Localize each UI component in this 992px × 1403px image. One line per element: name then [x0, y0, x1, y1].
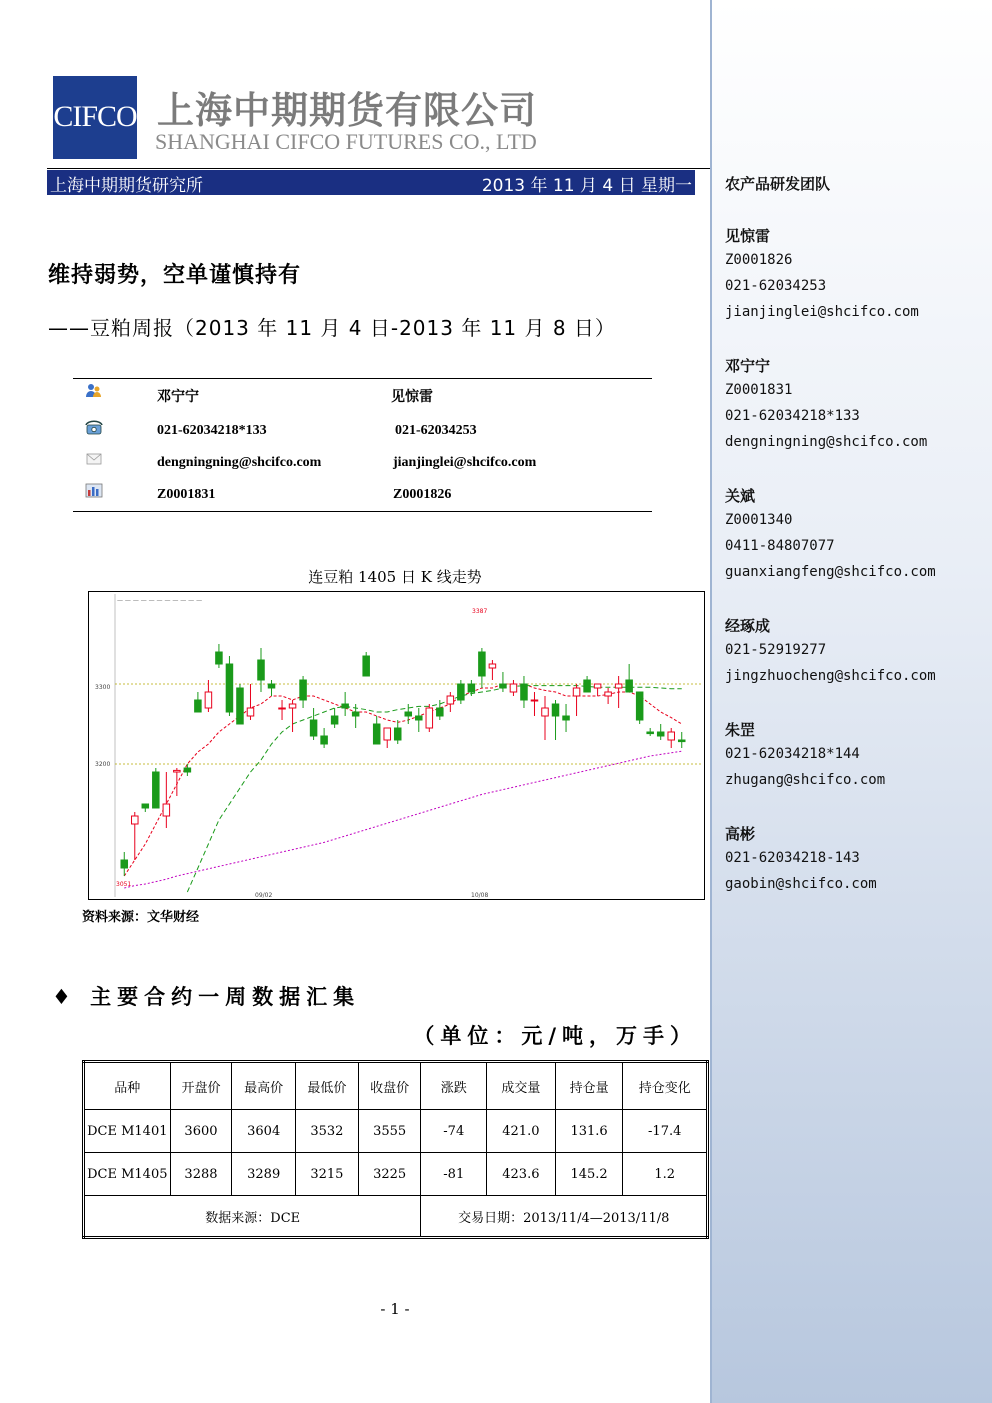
- header-date: 2013 年 11 月 4 日 星期一: [481, 176, 692, 196]
- candle-body: [458, 684, 465, 700]
- candle-body: [384, 728, 391, 740]
- candle-body: [563, 716, 570, 720]
- candle-body: [531, 700, 538, 701]
- candle-body: [573, 688, 580, 696]
- candle-body: [237, 688, 244, 724]
- candle-body: [626, 680, 633, 692]
- candle-body: [500, 684, 507, 688]
- sidebar-member-line: 021-62034253: [725, 278, 827, 294]
- table-header: 开盘价: [170, 1062, 232, 1110]
- sidebar-member-email[interactable]: zhugang@shcifco.com: [725, 772, 886, 788]
- weekly-data-table: [82, 1060, 709, 1239]
- candle-body: [647, 732, 654, 734]
- author1-cert: Z0001831: [157, 487, 216, 502]
- chart-icon: [85, 482, 103, 498]
- company-name-en: SHANGHAI CIFCO FUTURES CO., LTD: [155, 129, 537, 154]
- candle-body: [352, 712, 359, 716]
- top-label: 3387: [472, 608, 488, 615]
- candle-body: [605, 692, 612, 696]
- candle: [426, 704, 433, 732]
- table-header-row: [84, 1062, 708, 1110]
- candle-body: [479, 652, 486, 676]
- table-cell: DCE M1405: [84, 1153, 171, 1196]
- mail-icon: [85, 451, 103, 467]
- candle-body: [195, 700, 202, 712]
- candle-body: [279, 708, 286, 709]
- table-footer-date: 交易日期：2013/11/4—2013/11/8: [421, 1196, 708, 1238]
- candle-body: [489, 664, 496, 668]
- author2-name: 见惊雷: [391, 390, 433, 405]
- section-title-text: 主要合约一周数据汇集: [90, 985, 361, 1009]
- table-cell: -74: [421, 1110, 487, 1153]
- candle-body: [289, 704, 296, 708]
- author1-email[interactable]: dengningning@shcifco.com: [157, 455, 322, 470]
- candle-body: [678, 740, 685, 742]
- author2-phone: 021-62034253: [395, 423, 477, 438]
- header-bar: [47, 170, 695, 195]
- sidebar-member-email[interactable]: jingzhuocheng@shcifco.com: [725, 668, 936, 684]
- candle-body: [657, 732, 664, 736]
- candle-body: [331, 716, 338, 724]
- candle-body: [310, 720, 317, 736]
- sidebar-member-email[interactable]: guanxiangfeng@shcifco.com: [725, 564, 936, 580]
- candle-body: [594, 684, 601, 688]
- candle-body: [363, 656, 370, 676]
- legend-strip: — — — — — — — — — — —: [117, 597, 203, 604]
- sidebar-member-line: 021-62034218*133: [725, 408, 860, 424]
- table-header: 品种: [84, 1062, 171, 1110]
- candle: [153, 768, 160, 808]
- table-cell: 1.2: [623, 1153, 708, 1196]
- sidebar-member-name: 邓宁宁: [725, 357, 771, 375]
- candle: [226, 656, 233, 716]
- candle-body: [153, 772, 160, 808]
- page-number: - 1 -: [380, 1300, 410, 1318]
- author1-name: 邓宁宁: [157, 390, 199, 405]
- table-cell: 145.2: [555, 1153, 623, 1196]
- candle-body: [615, 684, 622, 688]
- sidebar-member-line: 0411-84807077: [725, 538, 835, 554]
- table-cell: 3288: [170, 1153, 232, 1196]
- candle-body: [552, 704, 559, 716]
- candle-body: [510, 684, 517, 692]
- sidebar-member-line: Z0001831: [725, 382, 793, 398]
- company-name-cn: 上海中期期货有限公司: [157, 89, 537, 132]
- candle-body: [142, 804, 149, 808]
- team-sidebar: [710, 0, 992, 1403]
- table-cell: DCE M1401: [84, 1110, 171, 1153]
- candle-body: [668, 732, 675, 740]
- candle-body: [121, 860, 128, 868]
- candle-body: [163, 804, 170, 816]
- table-header: 收盘价: [358, 1062, 421, 1110]
- candle-body: [342, 704, 349, 708]
- candle-body: [258, 660, 265, 680]
- diamond-bullet-icon: ♦: [52, 985, 91, 1009]
- report-subtitle: ——豆粕周报（2013 年 11 月 4 日-2013 年 11 月 8 日）: [48, 316, 616, 340]
- table-cell: 3532: [296, 1110, 359, 1153]
- candle-body: [584, 680, 591, 692]
- table-footer-source: 数据来源：DCE: [84, 1196, 421, 1238]
- candle-body: [447, 696, 454, 704]
- candle-body: [247, 708, 254, 716]
- candle-body: [132, 816, 139, 824]
- sidebar-member-name: 经琢成: [725, 617, 771, 635]
- candle-body: [416, 716, 423, 720]
- person-icon: [85, 382, 103, 398]
- chart-source: 资料来源：文华财经: [82, 910, 200, 925]
- unit-label: （单位：元/吨，万手）: [413, 1024, 697, 1048]
- table-cell: -81: [421, 1153, 487, 1196]
- author-rule-bottom: [73, 511, 652, 512]
- chart-caption: 连豆粕 1405 日 K 线走势: [308, 568, 482, 586]
- candle-body: [405, 712, 412, 716]
- author2-cert: Z0001826: [393, 487, 452, 502]
- sidebar-member-email[interactable]: gaobin@shcifco.com: [725, 876, 877, 892]
- candle: [237, 684, 244, 724]
- candle: [458, 680, 465, 704]
- table-header: 持仓量: [555, 1062, 623, 1110]
- candle-body: [468, 684, 475, 692]
- table-footer-row: [84, 1196, 708, 1238]
- candle-body: [542, 708, 549, 716]
- table-header: 成交量: [487, 1062, 556, 1110]
- author-rule-top: [73, 378, 652, 379]
- table-row: [84, 1110, 708, 1153]
- candle-body: [300, 680, 307, 700]
- candle-body: [184, 768, 191, 772]
- candle-body: [394, 728, 401, 740]
- table-cell: 423.6: [487, 1153, 556, 1196]
- kline-chart: [88, 591, 705, 900]
- table-cell: 421.0: [487, 1110, 556, 1153]
- sidebar-member-line: Z0001826: [725, 252, 793, 268]
- sidebar-member-name: 朱罡: [725, 721, 756, 739]
- kline-svg: [89, 592, 704, 899]
- candle-body: [373, 724, 380, 744]
- candle: [636, 692, 643, 724]
- table-cell: 3600: [170, 1110, 232, 1153]
- y-tick-3300: 3300: [95, 684, 111, 691]
- logo-mark: CIFCO: [53, 100, 137, 133]
- report-title: 维持弱势，空单谨慎持有: [48, 263, 302, 288]
- table-cell: 3289: [232, 1153, 296, 1196]
- candle-body: [216, 652, 223, 664]
- sidebar-member-name: 关斌: [725, 487, 756, 505]
- x-tick-2: 10/08: [471, 892, 489, 899]
- sidebar-member-email[interactable]: jianjinglei@shcifco.com: [725, 304, 919, 320]
- sidebar-member-line: 021-62034218*144: [725, 746, 860, 762]
- x-tick-1: 09/02: [255, 892, 273, 899]
- candle-body: [321, 736, 328, 744]
- candle-body: [174, 770, 181, 772]
- table-header: 最高价: [232, 1062, 296, 1110]
- candle-body: [636, 692, 643, 720]
- candle-body: [226, 664, 233, 712]
- table-cell: 3555: [358, 1110, 421, 1153]
- section-title: [52, 981, 360, 1011]
- sidebar-member-name: 见惊雷: [725, 227, 771, 245]
- phone-icon: [85, 419, 103, 435]
- table-cell: 3604: [232, 1110, 296, 1153]
- table-row: [84, 1153, 708, 1196]
- table-cell: 131.6: [555, 1110, 623, 1153]
- table-cell: 3225: [358, 1153, 421, 1196]
- table-cell: -17.4: [623, 1110, 708, 1153]
- sidebar-member-name: 高彬: [725, 825, 756, 843]
- sidebar-member-line: Z0001340: [725, 512, 793, 528]
- author1-phone: 021-62034218*133: [157, 423, 267, 438]
- candle-body: [205, 692, 212, 708]
- author2-email[interactable]: jianjinglei@shcifco.com: [393, 455, 537, 470]
- company-logo: [53, 76, 137, 159]
- sidebar-team-title: 农产品研发团队: [725, 175, 831, 193]
- sidebar-member-line: 021-62034218-143: [725, 850, 860, 866]
- sidebar-member-email[interactable]: dengningning@shcifco.com: [725, 434, 928, 450]
- header-rule: [47, 168, 710, 169]
- table-header: 最低价: [296, 1062, 359, 1110]
- candle: [363, 652, 370, 676]
- header-institute: 上海中期期货研究所: [50, 176, 203, 196]
- table-header: 涨跌: [421, 1062, 487, 1110]
- candle-body: [426, 708, 433, 728]
- sidebar-member-line: 021-52919277: [725, 642, 827, 658]
- candle-body: [521, 684, 528, 700]
- y-tick-3200: 3200: [95, 761, 111, 768]
- low-label: 3051: [116, 881, 132, 888]
- table-header: 持仓变化: [623, 1062, 708, 1110]
- table-cell: 3215: [296, 1153, 359, 1196]
- candle-body: [268, 684, 275, 688]
- candle-body: [437, 708, 444, 716]
